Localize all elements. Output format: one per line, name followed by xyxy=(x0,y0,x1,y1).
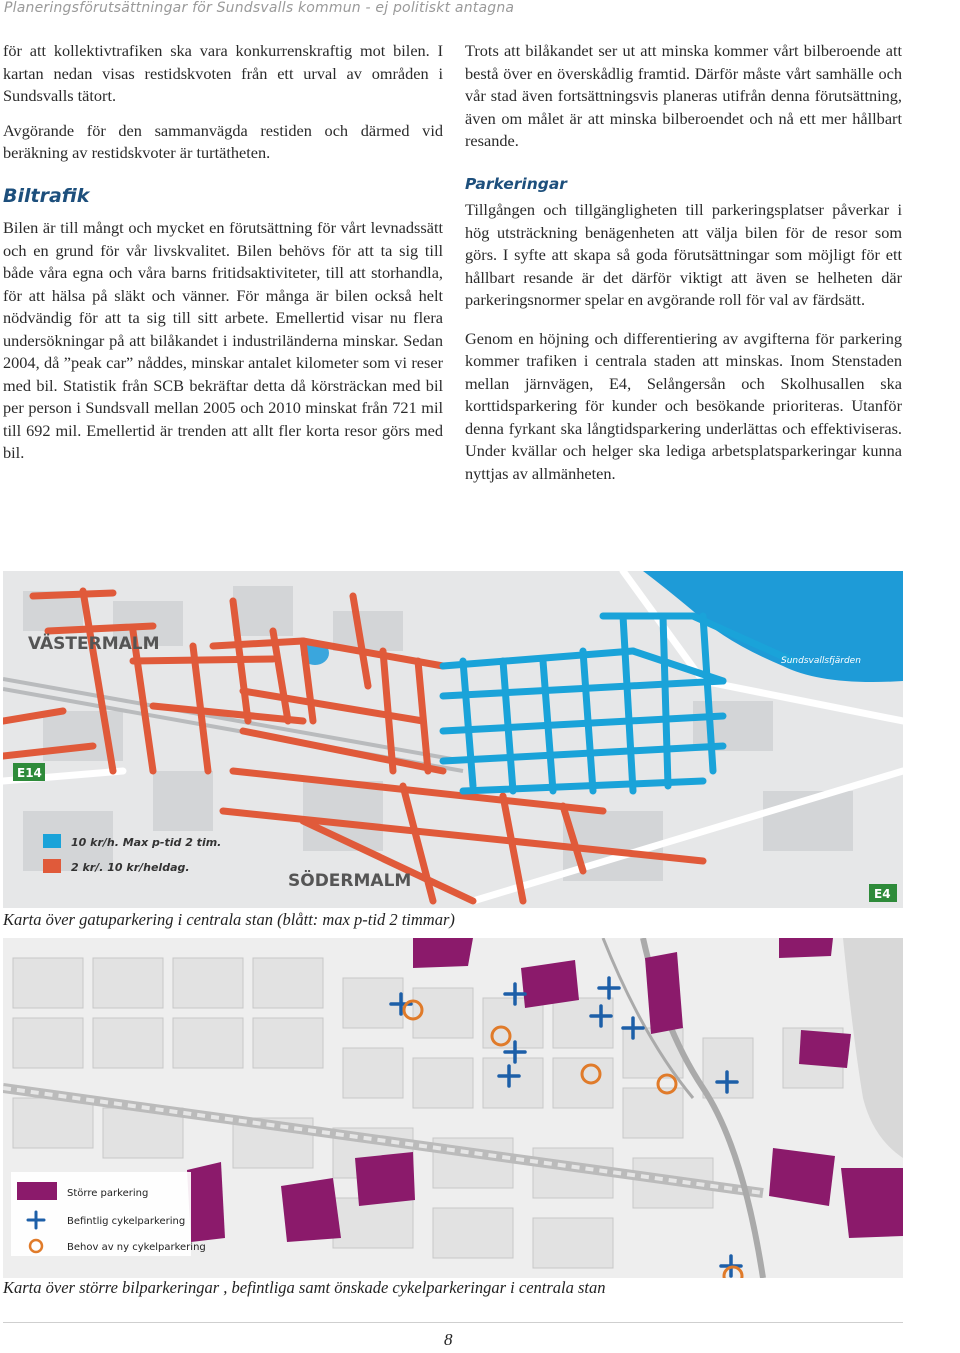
left-paragraph-3: Bilen är till mångt och mycket en förutsättning för vårt levnadssätt och en grund för vår livskvalitet. Bilen behövs för att ta sig till både våra egna och våra barns fritidsaktiviteter, till att storhandla, för att hälsa på släkt och vänner. För många är bilen också helt nödvändig för att ta sig till sitt arbete. Emellertid visar nu flera undersökningar på att bilåkandet i industriländerna minskar. Sedan 2004, då ”peak car” nåddes, minskar antalet kilometer som vi reser med bil. Statistik från SCB bekräftar detta då körsträckan med bil per person i Sundsvall mellan 2005 och 2010 minskat från 721 mil till 692 mil. Emellertid är trenden att allt fler korta resor görs med bil. xyxy=(3,218,443,462)
left-paragraph-2: Avgörande för den sammanvägda restiden och därmed vid beräkning av restidskvoter är turtätheten. xyxy=(3,120,443,162)
parking-bike-map xyxy=(3,938,903,1278)
right-paragraph-1: Trots att bilåkandet ser ut att minska kommer vårt bilberoende att bestå över en överskådlig framtid. Därför måste vårt samhälle och vår stad även fortsättningsvis planeras utifrån denna förutsättning, även om målet är att minska bilberoendet och nå ett mer hållbart resande. xyxy=(465,41,902,150)
right-paragraph-2: Tillgången och tillgängligheten till parkeringsplatser påverkar i hög utsträckning benägenheten att välja bilen för de resor som görs. I syfte att skapa så goda förutsättningar som möjligt för ett hållbart resande är det därför viktigt att även se helheten där parkeringsnormer spelar en avgörande roll för val av färdsätt. xyxy=(465,200,902,309)
map1-label-vastermalm: VÄSTERMALM xyxy=(28,634,160,654)
legend-large-parking-swatch xyxy=(17,1182,57,1200)
legend-large-parking-label: Större parkering xyxy=(67,1188,149,1199)
map2-caption: Karta över större bilparkeringar , befintliga samt önskade cykelparkeringar i centrala stan xyxy=(3,1278,606,1297)
legend-new-bike-label: Behov av ny cykelparkering xyxy=(67,1242,206,1253)
footer-divider xyxy=(3,1322,903,1323)
left-paragraph-1: för att kollektivtrafiken ska vara konkurrenskraftig mot bilen. I kartan nedan visas restidskvoten från ett urval av områden i Sundsvalls tätort. xyxy=(3,41,443,105)
legend-blue-swatch xyxy=(43,834,61,848)
legend-red-swatch xyxy=(43,859,61,873)
map1-caption: Karta över gatuparkering i centrala stan (blått: max p-tid 2 timmar) xyxy=(3,910,455,929)
legend-red-label: 2 kr/. 10 kr/heldag. xyxy=(71,861,190,874)
page-number: 8 xyxy=(444,1330,453,1349)
map1-label-fjarden: Sundsvallsfjärden xyxy=(781,656,861,666)
map1-label-e14: E14 xyxy=(17,766,42,780)
street-parking-map xyxy=(3,571,903,908)
left-text-column xyxy=(3,40,443,481)
biltrafik-heading: Biltrafik xyxy=(3,184,90,207)
right-text-column xyxy=(465,40,902,501)
legend-existing-bike-label: Befintlig cykelparkering xyxy=(67,1216,186,1227)
parkeringar-heading: Parkeringar xyxy=(465,174,567,193)
map1-label-sodermalm: SÖDERMALM xyxy=(288,871,412,891)
legend-blue-label: 10 kr/h. Max p-tid 2 tim. xyxy=(71,836,222,849)
page-header-title: Planeringsförutsättningar för Sundsvalls kommun - ej politiskt antagna xyxy=(4,0,515,16)
right-paragraph-3: Genom en höjning och differentiering av avgifterna för parkering kommer trafiken i centrala staden att minskas. Inom Stenstaden mellan järnvägen, E4, Selångersån och Skolhusallen ska korttidsparkering för kunder och besökande prioriteras. Utanför denna fyrkant ska långtidsparkering underlättas och effektiviseras. Under kvällar och helger ska lediga arbetsplatsparkeringar kunna nyttjas av allmänheten. xyxy=(465,328,902,483)
map1-label-e4: E4 xyxy=(874,887,891,901)
